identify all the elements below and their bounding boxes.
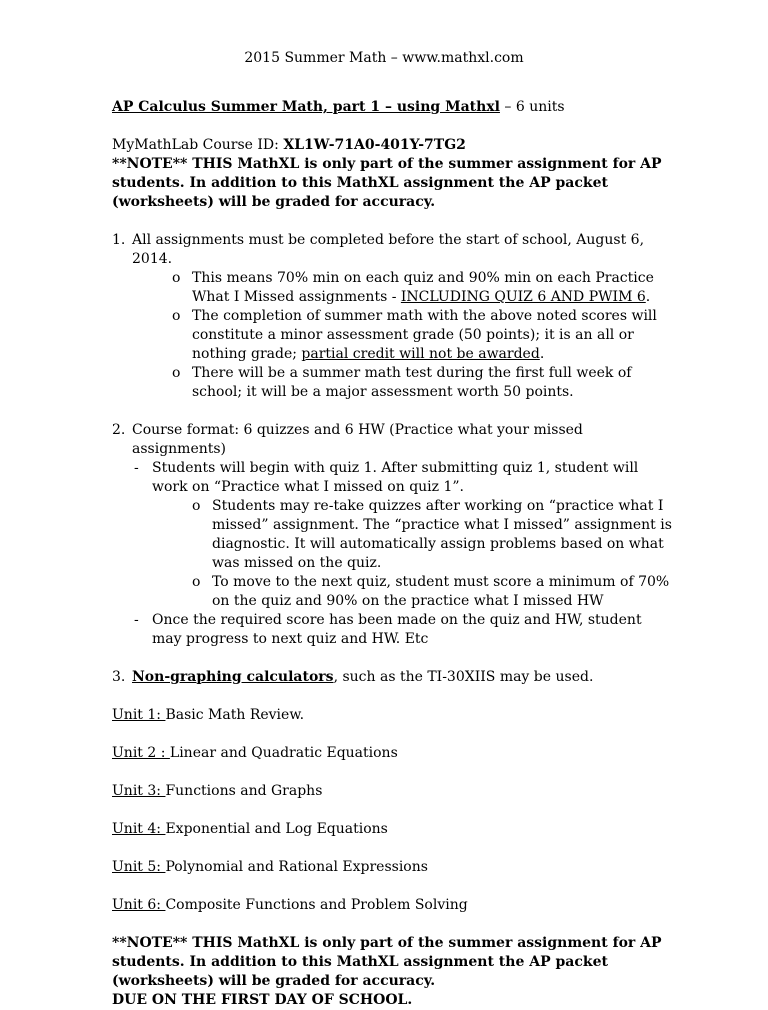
- list-number: 1.: [112, 232, 126, 248]
- sub-bullet-2-1: o Students may re-take quizzes after working on “practice what I missed” assignment. The “practice what I missed” assignment is diagnostic. It will automatically assign problems based on what was missed on the quiz.: [192, 498, 672, 571]
- title-main: AP Calculus Summer Math, part 1 – using Mathxl: [112, 99, 500, 115]
- note-bottom: **NOTE** THIS MathXL is only part of the summer assignment for AP students. In addition to this MathXL assignment the AP packet (worksheets) will be graded for accuracy.: [112, 935, 662, 989]
- document-title: [112, 98, 672, 117]
- dash-item-2-1: - Students will begin with quiz 1. After submitting quiz 1, student will work on “Practice what I missed on quiz 1”.: [134, 460, 639, 495]
- bullet-icon: o: [172, 270, 181, 286]
- course-id-value: XL1W-71A0-401Y-7TG2: [283, 137, 466, 153]
- list-number: 2.: [112, 422, 126, 438]
- note-top: **NOTE** THIS MathXL is only part of the summer assignment for AP students. In addition to this MathXL assignment the AP packet (worksheets) will be graded for accuracy.: [112, 156, 662, 210]
- sub-bullet-1-3: o There will be a summer math test during the first full week of school; it will be a major assessment worth 50 points.: [172, 365, 632, 400]
- unit-6: Unit 6: Composite Functions and Problem Solving: [112, 897, 468, 913]
- sub-bullet-1-2: o The completion of summer math with the above noted scores will constitute a minor assessment grade (50 points); it is an all or nothing grade; partial credit will not be awarded.: [172, 308, 657, 362]
- dash-item-2-2: - Once the required score has been made on the quiz and HW, student may progress to next quiz and HW. Etc: [134, 612, 642, 647]
- sub-bullet-1-1: o This means 70% min on each quiz and 90% min on each Practice What I Missed assignments - INCLUDING QUIZ 6 AND PWIM 6.: [172, 270, 654, 305]
- dash-icon: -: [134, 612, 139, 628]
- unit-3: Unit 3: Functions and Graphs: [112, 783, 323, 799]
- list-number: 3.: [112, 669, 126, 685]
- list-item-text: Course format: 6 quizzes and 6 HW (Practice what your missed assignments): [132, 422, 583, 457]
- course-id-line: [112, 136, 672, 155]
- unit-4: Unit 4: Exponential and Log Equations: [112, 821, 388, 837]
- sub-bullet-2-2: o To move to the next quiz, student must score a minimum of 70% on the quiz and 90% on the practice what I missed HW: [192, 574, 670, 609]
- unit-5: Unit 5: Polynomial and Rational Expressions: [112, 859, 428, 875]
- calculator-note: Non-graphing calculators: [132, 669, 334, 685]
- due-date-notice: DUE ON THE FIRST DAY OF SCHOOL.: [112, 992, 413, 1008]
- bullet-icon: o: [172, 308, 181, 324]
- list-item-1: [112, 231, 672, 269]
- bullet-icon: o: [172, 365, 181, 381]
- course-id-label: MyMathLab Course ID:: [112, 137, 284, 153]
- unit-2: Unit 2 : Linear and Quadratic Equations: [112, 745, 398, 761]
- list-item-2: [112, 421, 672, 459]
- list-item-text: All assignments must be completed before the start of school, August 6, 2014.: [132, 232, 645, 267]
- dash-icon: -: [134, 460, 139, 476]
- bullet-icon: o: [192, 498, 201, 514]
- page-header: 2015 Summer Math – www.mathxl.com: [244, 50, 524, 66]
- unit-1: Unit 1: Basic Math Review.: [112, 707, 305, 723]
- list-item-3: 3. Non-graphing calculators, such as the TI-30XIIS may be used.: [112, 669, 594, 685]
- title-suffix: – 6 units: [499, 99, 565, 115]
- document-body: [112, 98, 672, 1010]
- bullet-icon: o: [192, 574, 201, 590]
